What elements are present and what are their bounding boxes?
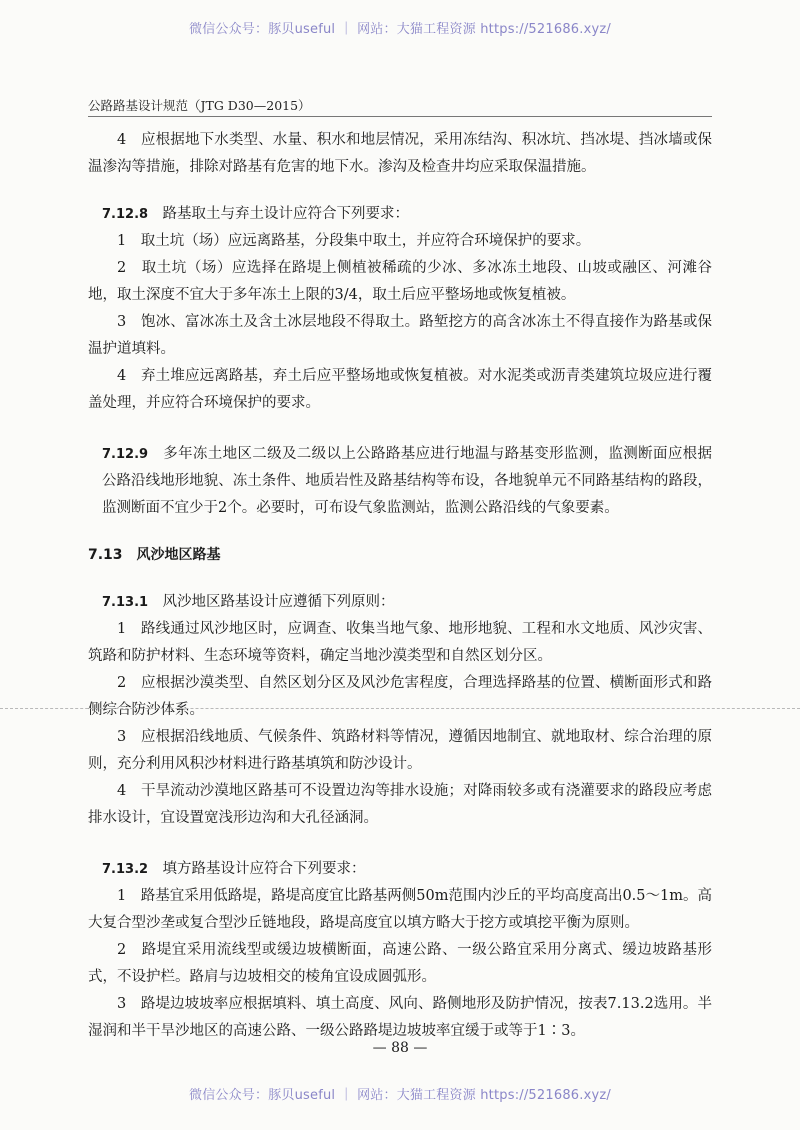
watermark-top: 微信公众号：豚贝useful ｜ 网站：大猫工程资源 https://521686.xyz/ <box>189 22 611 37</box>
header-rule <box>88 116 712 117</box>
clause-number: 7.13.1 <box>102 595 149 610</box>
clause-number: 7.12.8 <box>102 207 149 222</box>
section-number: 7.13 <box>88 547 123 563</box>
page-number: — 88 — <box>372 1040 428 1056</box>
list-item: 2 应根据沙漠类型、自然区划分区及风沙危害程度，合理选择路基的位置、横断面形式和路侧综合防沙体系。 <box>88 675 712 718</box>
clause-text: 风沙地区路基设计应遵循下列原则： <box>148 594 395 610</box>
clause-number: 7.13.2 <box>102 862 149 877</box>
list-item: 1 路基宜采用低路堤，路堤高度宜比路基两侧50m范围内沙丘的平均高度高出0.5～1m。高大复合型沙垄或复合型沙丘链地段，路堤高度宜以填方略大于挖方或填挖平衡为原则。 <box>88 888 712 931</box>
section-name: 风沙地区路基 <box>122 547 221 563</box>
list-item: 4 干旱流动沙漠地区路基可不设置边沟等排水设施；对降雨较多或有浇灌要求的路段应考虑排水设计，宜设置宽浅形边沟和大孔径涵洞。 <box>88 783 712 826</box>
watermark-bottom: 微信公众号：豚贝useful ｜ 网站：大猫工程资源 https://521686.xyz/ <box>189 1088 611 1103</box>
list-item: 3 饱冰、富冰冻土及含土冰层地段不得取土。路堑挖方的高含冰冻土不得直接作为路基或保温护道填料。 <box>88 314 712 357</box>
paragraph: 4 应根据地下水类型、水量、积水和地层情况，采用冻结沟、积冰坑、挡冰堤、挡冰墙或保温渗沟等措施，排除对路基有危害的地下水。渗沟及检查井均应采取保温措施。 <box>88 132 712 175</box>
clause-text: 多年冻土地区二级及二级以上公路路基应进行地温与路基变形监测，监测断面应根据公路沿线地形地貌、冻土条件、地质岩性及路基结构等布设，各地貌单元不同路基结构的路段，监测断面不宜少于2个。必要时，可布设气象监测站，监测公路沿线的气象要素。 <box>102 446 712 516</box>
scan-artifact-line <box>0 708 800 709</box>
page-body <box>88 127 712 1045</box>
clause-text: 填方路基设计应符合下列要求： <box>148 861 366 877</box>
list-item: 1 取土坑（场）应远离路基，分段集中取土，并应符合环境保护的要求。 <box>117 233 591 249</box>
list-item: 2 路堤宜采用流线型或缓边坡横断面，高速公路、一级公路宜采用分离式、缓边坡路基形式，不设护栏。路肩与边坡相交的棱角宜设成圆弧形。 <box>88 942 712 985</box>
clause-number: 7.12.9 <box>102 447 149 462</box>
clause-text: 路基取土与弃土设计应符合下列要求： <box>148 206 410 222</box>
clause-heading <box>88 441 712 522</box>
clause-heading <box>88 589 712 616</box>
list-item: 3 路堤边坡坡率应根据填料、填土高度、风向、路侧地形及防护情况，按表7.13.2选用。半湿润和半干旱沙地区的高速公路、一级公路路堤边坡坡率宜缓于或等于1∶3。 <box>88 996 712 1039</box>
list-item: 2 取土坑（场）应选择在路堤上侧植被稀疏的少冰、多冰冻土地段、山坡或融区、河滩谷地，取土深度不宜大于多年冻土上限的3/4，取土后应平整场地或恢复植被。 <box>88 260 712 303</box>
list-item: 3 应根据沿线地质、气候条件、筑路材料等情况，遵循因地制宜、就地取材、综合治理的原则，充分利用风积沙材料进行路基填筑和防沙设计。 <box>88 729 712 772</box>
clause-heading <box>88 201 712 228</box>
clause-heading <box>88 856 712 883</box>
running-header: 公路路基设计规范（JTG D30—2015） <box>88 98 311 113</box>
list-item: 4 弃土堆应远离路基，弃土后应平整场地或恢复植被。对水泥类或沥青类建筑垃圾应进行覆盖处理，并应符合环境保护的要求。 <box>88 368 712 411</box>
list-item: 1 路线通过风沙地区时，应调查、收集当地气象、地形地貌、工程和水文地质、风沙灾害、筑路和防护材料、生态环境等资料，确定当地沙漠类型和自然区划分区。 <box>88 621 712 664</box>
section-title <box>88 542 712 569</box>
